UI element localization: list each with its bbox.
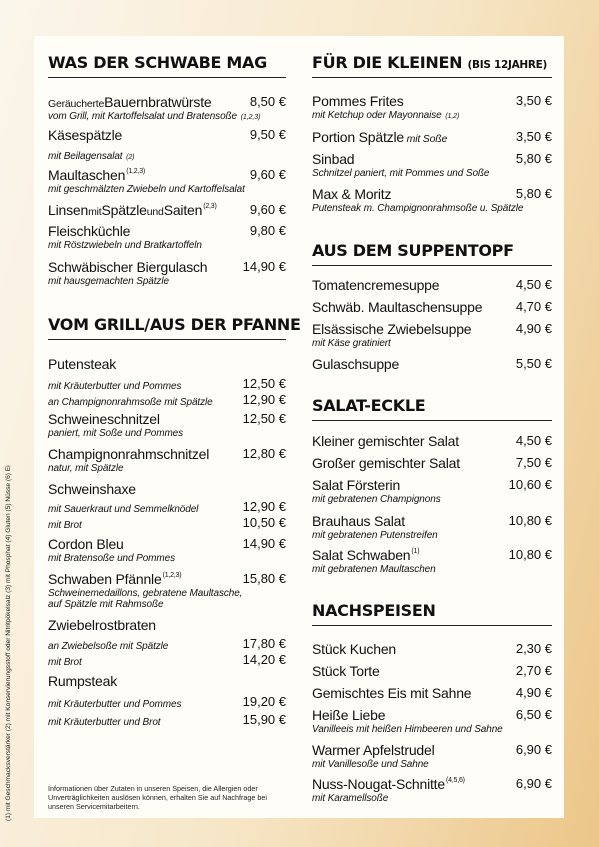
item-description: mit Beilagensalat <box>48 151 123 162</box>
item-price: 9,60 € <box>249 167 286 182</box>
item-variant: mit Sauerkraut und Semmelknödel <box>48 504 199 515</box>
menu-item-cordon-bleu <box>48 536 286 564</box>
item-description: Putensteak m. Champignonrahmsoße u. Spätzle <box>312 203 524 214</box>
menu-item-schwaben-pfaennle <box>48 571 286 610</box>
item-name: Schwäbischer Biergulasch <box>48 259 208 275</box>
item-price: 12,50 € <box>242 376 286 391</box>
item-description: mit Käse gratiniert <box>312 338 391 349</box>
allergen-marker: (1,2,3) <box>126 168 146 175</box>
item-inline-note: mit Soße <box>403 133 448 145</box>
allergen-marker: (1,2) <box>445 113 460 120</box>
menu-item-bauernbratwuerste <box>48 94 286 122</box>
item-price: 5,80 € <box>515 151 552 166</box>
item-name: Pommes Frites <box>312 93 404 109</box>
item-description: paniert, mit Soße und Pommes <box>48 428 184 439</box>
item-name: Rumpsteak <box>48 673 118 689</box>
menu-card <box>34 36 564 818</box>
menu-item-fleischkuechle <box>48 223 286 251</box>
menu-item-torte <box>312 663 552 680</box>
item-price: 10,50 € <box>242 515 286 530</box>
item-name: Linsen <box>48 202 89 218</box>
item-variant: mit Brot <box>48 657 82 668</box>
section-salat <box>312 396 552 421</box>
item-name: Warmer Apfelstrudel <box>312 742 435 758</box>
item-price: 12,80 € <box>242 446 286 461</box>
section-suppe <box>312 241 552 266</box>
menu-item-grosser-salat <box>312 455 552 472</box>
item-name: Kleiner gemischter Salat <box>312 433 459 449</box>
menu-item-apfelstrudel <box>312 742 552 770</box>
menu-item-portion-spaetzle <box>312 129 552 146</box>
item-name: Max & Moritz <box>312 186 392 202</box>
item-name: Stück Kuchen <box>312 641 396 657</box>
item-price: 12,90 € <box>242 392 286 407</box>
item-description: mit Bratensoße und Pommes <box>48 553 175 564</box>
item-name: Heiße Liebe <box>312 707 386 723</box>
item-price: 4,50 € <box>515 433 552 448</box>
item-name: Fleischküchle <box>48 223 131 239</box>
item-name: Nuss-Nougat-Schnitte <box>312 776 445 792</box>
item-name: Schweineschnitzel <box>48 411 160 427</box>
item-price: 2,30 € <box>515 641 552 656</box>
allergen-marker: (4,5,6) <box>445 777 465 784</box>
item-description: mit Ketchup oder Mayonnaise <box>312 110 442 121</box>
section-title: WAS DER SCHWABE MAG <box>48 53 286 78</box>
item-description: vom Grill, mit Kartoffelsalat und Bratensoße <box>48 111 238 122</box>
menu-item-zwiebelsuppe <box>312 321 552 349</box>
item-description: Schweinemedaillons, gebratene Maultasche, <box>48 588 243 599</box>
item-description: mit gebratenen Champignons <box>312 494 441 505</box>
item-name: Brauhaus Salat <box>312 513 405 529</box>
menu-item-kuchen <box>312 641 552 658</box>
item-price: 3,50 € <box>515 93 552 108</box>
item-price: 5,80 € <box>515 186 552 201</box>
item-variant: mit Kräuterbutter und Pommes <box>48 381 182 392</box>
menu-item-putensteak <box>48 356 286 408</box>
section-subtitle: (BIS 12JAHRE) <box>467 59 548 71</box>
allergen-legend: (1) mit Geschmacksverstärker (2) mit Konservierungsstoff oder Nitritpökelsalz (3) mit Phosphat (4) Gluten (5) Nüsse (6) Ei <box>5 465 12 821</box>
item-description: mit Karamellsoße <box>312 793 389 804</box>
menu-item-champignonrahmschnitzel <box>48 446 286 474</box>
menu-item-sinbad <box>312 151 552 179</box>
item-name: Zwiebelrostbraten <box>48 617 156 633</box>
item-price: 8,50 € <box>249 94 286 109</box>
item-description: mit Vanillesoße und Sahne <box>312 759 429 770</box>
item-description: mit hausgemachten Spätzle <box>48 276 169 287</box>
item-price: 14,90 € <box>242 259 286 274</box>
section-title: NACHSPEISEN <box>312 601 552 626</box>
menu-item-salat-schwaben <box>312 547 552 575</box>
item-name: Maultaschen <box>48 167 126 183</box>
item-price: 9,50 € <box>249 127 286 142</box>
section-nachspeisen <box>312 601 552 626</box>
item-description: mit gebratenen Maultaschen <box>312 564 436 575</box>
menu-item-salat-foersterin <box>312 477 552 505</box>
menu-item-rumpsteak <box>48 673 286 730</box>
item-price: 4,90 € <box>515 685 552 700</box>
item-price: 5,50 € <box>515 356 552 371</box>
menu-item-heisse-liebe <box>312 707 552 735</box>
item-price: 10,60 € <box>508 477 552 492</box>
allergy-info-note: Informationen über Zutaten in unseren Speisen, die Allergien oder Unverträglichkeiten auslösen können, erhalten Sie auf Nachfrage bei unseren Servicemitarbeitern. <box>48 784 267 811</box>
item-variant: mit Kräuterbutter und Brot <box>48 717 161 728</box>
item-price: 4,90 € <box>515 321 552 336</box>
item-name: Schwäb. Maultaschensuppe <box>312 299 483 315</box>
item-name: Putensteak <box>48 356 117 372</box>
menu-item-nuss-nougat-schnitte <box>312 776 552 804</box>
allergen-marker: (1) <box>411 548 420 555</box>
item-price: 3,50 € <box>515 129 552 144</box>
allergen-marker: (1,2,3) <box>162 572 182 579</box>
item-description: natur, mit Spätzle <box>48 463 124 474</box>
item-name: Gulaschsuppe <box>312 356 400 372</box>
item-variant: an Zwiebelsoße mit Spätzle <box>48 641 169 652</box>
item-price: 19,20 € <box>242 694 286 709</box>
item-description: mit geschmälzten Zwiebeln und Kartoffelsalat <box>48 184 245 195</box>
item-name: Stück Torte <box>312 663 380 679</box>
item-name: Bauernbratwürste <box>104 94 212 110</box>
allergen-marker: (2) <box>126 154 135 161</box>
menu-item-linsen: LinsenmitSpätzleundSaiten$^{(2,3)}$ 9,60 € <box>48 202 286 218</box>
item-name: Schwaben Pfännle <box>48 571 162 587</box>
item-price: 10,80 € <box>508 513 552 528</box>
item-price: 2,70 € <box>515 663 552 678</box>
menu-item-schweineschnitzel <box>48 411 286 439</box>
menu-item-max-moritz <box>312 186 552 214</box>
item-price: 4,70 € <box>515 299 552 314</box>
item-name: Schweinshaxe <box>48 481 136 497</box>
item-price: 12,50 € <box>242 411 286 426</box>
item-variant: mit Brot <box>48 520 82 531</box>
section-title: FÜR DIE KLEINEN <box>312 53 463 72</box>
section-title: VOM GRILL/AUS DER PFANNE <box>48 315 286 340</box>
item-prefix: Geräucherte <box>48 98 105 110</box>
item-price: 17,80 € <box>242 636 286 651</box>
item-variant: mit Kräuterbutter und Pommes <box>48 699 182 710</box>
menu-item-tomatencremesuppe <box>312 277 552 294</box>
menu-item-eis <box>312 685 552 702</box>
item-price: 6,90 € <box>515 776 552 791</box>
item-name: Tomatencremesuppe <box>312 277 440 293</box>
section-title: SALAT-ECKLE <box>312 396 552 421</box>
menu-item-zwiebelrostbraten <box>48 617 286 668</box>
item-name: Sinbad <box>312 151 355 167</box>
item-price: 6,90 € <box>515 742 552 757</box>
item-name: Portion Spätzle <box>312 129 404 145</box>
item-name: Käsespätzle <box>48 127 123 143</box>
item-price: 9,60 € <box>249 202 286 217</box>
item-price: 9,80 € <box>249 223 286 238</box>
item-name: Gemischtes Eis mit Sahne <box>312 685 472 701</box>
item-name: Großer gemischter Salat <box>312 455 460 471</box>
menu-item-maultaschen <box>48 167 286 195</box>
menu-item-biergulasch <box>48 259 286 287</box>
menu-item-maultaschensuppe <box>312 299 552 316</box>
item-price: 14,90 € <box>242 536 286 551</box>
item-description: mit gebratenen Putenstreifen <box>312 530 438 541</box>
item-name: Salat Försterin <box>312 477 401 493</box>
item-description: Schnitzel paniert, mit Pommes und Soße <box>312 168 490 179</box>
menu-item-kleiner-salat <box>312 433 552 450</box>
menu-item-schweinshaxe <box>48 481 286 531</box>
item-name: Champignonrahmschnitzel <box>48 446 210 462</box>
section-kleine <box>312 53 552 78</box>
item-price: 4,50 € <box>515 277 552 292</box>
menu-item-pommes <box>312 93 552 121</box>
item-name: Elsässische Zwiebelsuppe <box>312 321 472 337</box>
item-name: Cordon Bleu <box>48 536 124 552</box>
item-price: 6,50 € <box>515 707 552 722</box>
item-variant: an Champignonrahmsoße mit Spätzle <box>48 397 213 408</box>
item-description: Vanilleeis mit heißen Himbeeren und Sahne <box>312 724 503 735</box>
item-name: Salat Schwaben <box>312 547 411 563</box>
menu-item-brauhaus-salat <box>312 513 552 541</box>
item-price: 15,90 € <box>242 712 286 727</box>
item-price: 10,80 € <box>508 547 552 562</box>
allergen-marker: (1,2,3) <box>240 114 261 121</box>
section-title: AUS DEM SUPPENTOPF <box>312 241 552 266</box>
section-grill <box>48 315 301 340</box>
allergen-marker: (2,3) <box>203 203 217 210</box>
menu-item-kaesespaetzle <box>48 127 286 162</box>
section-schwabe <box>48 53 286 78</box>
item-price: 14,20 € <box>242 652 286 667</box>
item-description-line2: auf Spätzle mit Rahmsoße <box>48 599 164 610</box>
item-price: 7,50 € <box>515 455 552 470</box>
item-price: 12,90 € <box>242 499 286 514</box>
menu-item-gulaschsuppe <box>312 356 552 373</box>
item-price: 15,80 € <box>242 571 286 586</box>
item-description: mit Röstzwiebeln und Bratkartoffeln <box>48 240 202 251</box>
